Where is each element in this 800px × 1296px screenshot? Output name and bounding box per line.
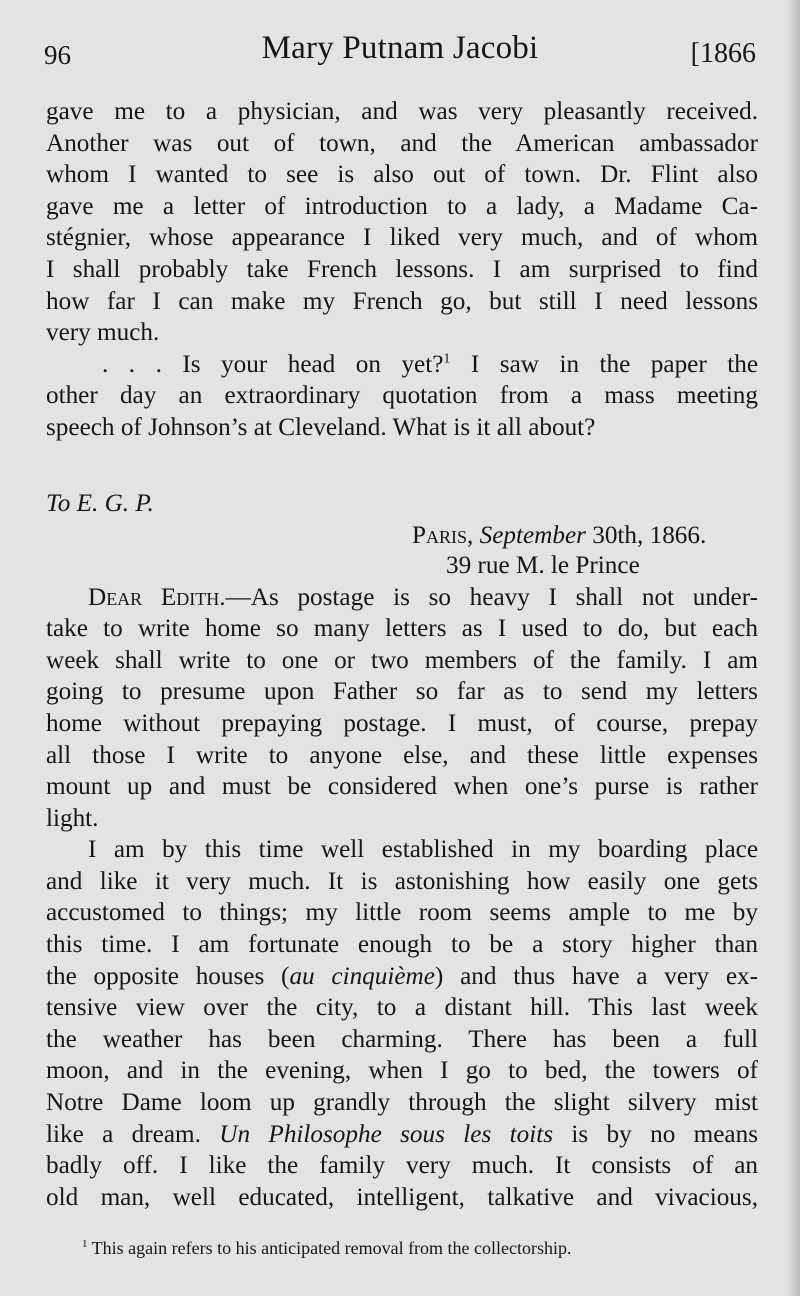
footnote-text: This again refers to his anticipated removal from the collectorship.: [87, 1238, 572, 1258]
paragraph-2: [46, 349, 758, 444]
text-segment: . . . Is your head on yet?: [102, 350, 444, 378]
text-line: going to presume upon Father so far as to send my letters: [46, 678, 758, 706]
text-line: moon, and in the evening, when I go to bed, the towers of: [46, 1057, 758, 1085]
page-number: 96: [44, 40, 71, 70]
letter-heading: [46, 488, 758, 582]
text-line: take to write home so many letters as I used to do, but each: [46, 615, 758, 643]
paragraph-4: [46, 834, 758, 1213]
text-line: [46, 961, 758, 993]
text-line: old man, well educated, intelligent, talkative and vivacious,: [46, 1183, 758, 1211]
text-line: I shall probably take French lessons. I am surprised to find: [46, 255, 758, 283]
text-line: speech of Johnson’s at Cleveland. What is it all about?: [46, 413, 596, 441]
letter-month: September: [479, 521, 586, 549]
paragraph-3: [46, 582, 758, 835]
text-segment: I saw in the paper the: [450, 350, 758, 378]
text-segment: ) and thus have a very ex-: [434, 962, 759, 990]
text-line: the weather has been charming. There has been a full: [46, 1025, 758, 1053]
letter-addressee: To E. G. P.: [46, 489, 154, 517]
text-line: I am by this time well established in my boarding place: [88, 836, 758, 864]
letter-place: Paris,: [412, 521, 474, 549]
text-line: all those I write to anyone else, and these little expenses: [46, 741, 758, 769]
letter-date: 30th, 1866.: [585, 521, 707, 549]
text-line: [46, 582, 758, 614]
footnote-reference: 1: [443, 351, 451, 367]
text-line: Another was out of town, and the American ambassador: [46, 129, 758, 157]
salutation: Dear Edith.: [88, 583, 226, 611]
text-line: this time. I am fortunate enough to be a story higher than: [46, 931, 758, 959]
text-segment: the opposite houses (: [46, 962, 290, 990]
paragraph-1: [46, 96, 758, 349]
text-line: gave me a letter of introduction to a lady, a Madame Ca-: [46, 192, 758, 220]
text-line: mount up and must be considered when one’s purse is rather: [46, 773, 758, 801]
text-line: stégnier, whose appearance I liked very much, and of whom: [46, 224, 758, 252]
running-year: [1866: [690, 38, 756, 69]
running-title: Mary Putnam Jacobi: [261, 30, 539, 66]
italic-phrase: au cinquième: [289, 962, 435, 990]
text-line: accustomed to things; my little room seems ample to me by: [46, 899, 758, 927]
letter-street-address: 39 rue M. le Prince: [446, 551, 640, 579]
text-line: whom I wanted to see is also out of town. Dr. Flint also: [46, 161, 758, 189]
text-segment: is by no means: [553, 1120, 758, 1148]
text-line: tensive view over the city, to a distant hill. This last week: [46, 994, 758, 1022]
text-line: light.: [46, 804, 99, 832]
running-header: [44, 30, 756, 80]
text-line: week shall write to one or two members of the family. I am: [46, 646, 758, 674]
footnote-mark: 1: [82, 1238, 88, 1250]
text-line: Notre Dame loom up grandly through the slight silvery mist: [46, 1089, 758, 1117]
text-line: home without prepaying postage. I must, of course, prepay: [46, 709, 758, 737]
italic-title: Un Philosophe sous les toits: [219, 1120, 554, 1148]
text-segment: like a dream.: [46, 1120, 220, 1148]
page-body: [46, 96, 758, 1213]
letter-dateline: [412, 520, 706, 552]
text-line: and like it very much. It is astonishing how easily one gets: [46, 867, 758, 895]
text-line: other day an extraordinary quotation from a mass meeting: [46, 382, 758, 410]
text-line: gave me to a physician, and was very pleasantly received.: [46, 98, 758, 125]
text-line: [46, 1119, 758, 1151]
text-line: [46, 349, 758, 381]
text-line: how far I can make my French go, but still I need lessons: [46, 287, 758, 315]
section-gap: [46, 444, 758, 484]
footnote: [82, 1238, 572, 1259]
text-line: badly off. I like the family very much. It consists of an: [46, 1152, 758, 1180]
page-edge-shadow: [786, 0, 800, 1296]
text-segment: —As postage is so heavy I shall not under-: [225, 583, 758, 611]
text-line: very much.: [46, 319, 160, 347]
